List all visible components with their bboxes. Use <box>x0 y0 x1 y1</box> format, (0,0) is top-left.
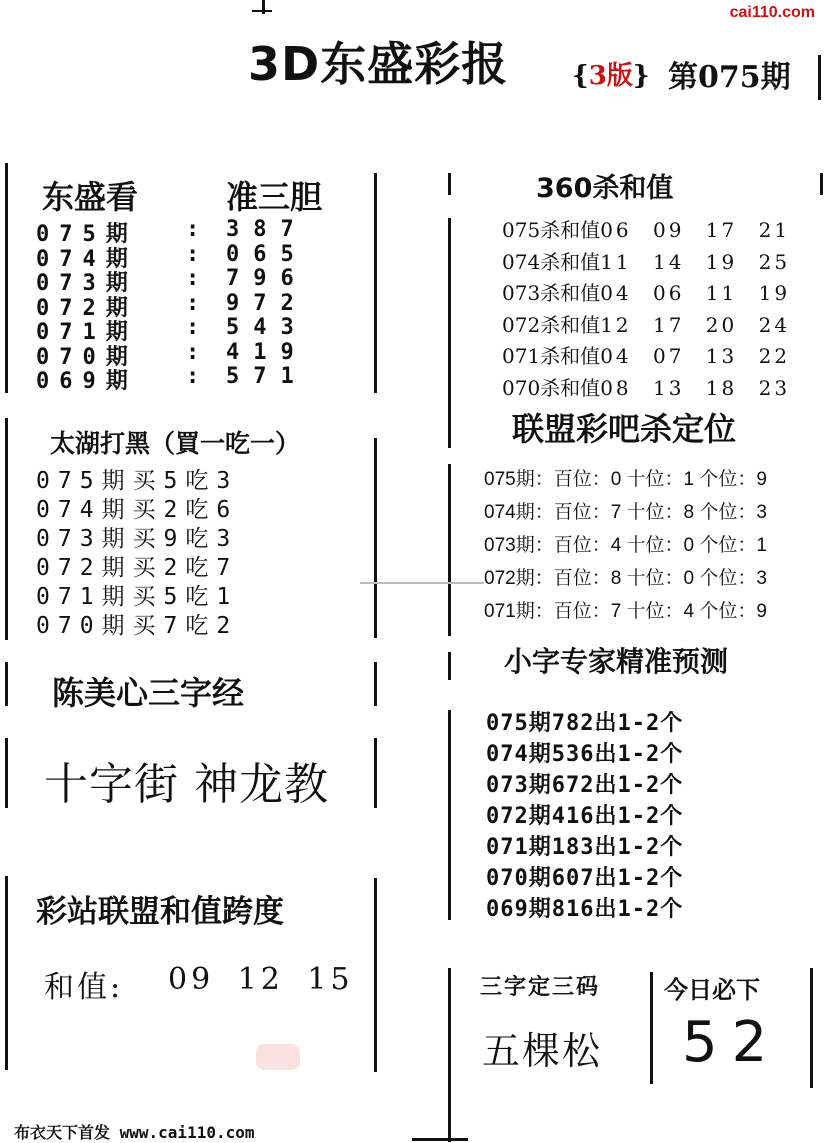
list-item <box>36 290 336 321</box>
divider-line <box>5 163 8 393</box>
chenmeixin-body: 十字街 神龙教 <box>44 759 329 810</box>
divider-line <box>448 218 451 448</box>
edition-number: 3版 <box>588 61 633 91</box>
issue-label: 075期 <box>36 222 138 247</box>
list-item <box>502 277 790 309</box>
list-item: 072期：百位：8 十位：0 个位：3 <box>484 568 767 589</box>
value: 12 17 20 24 <box>600 312 791 337</box>
value: 08 13 18 23 <box>600 375 791 400</box>
divider-line <box>412 1138 468 1141</box>
list-item: 070期买7吃2 <box>36 613 239 639</box>
separator: : <box>186 217 200 242</box>
list-item <box>36 364 336 394</box>
list-item: 074期：百位：7 十位：8 个位：3 <box>484 502 767 523</box>
divider-line <box>448 968 451 1142</box>
divider-line <box>360 582 484 584</box>
divider-line <box>374 878 377 1072</box>
list-item: 073期买9吃3 <box>36 526 239 552</box>
caizhan-values: 09 12 15 <box>168 962 354 997</box>
separator: : <box>186 364 200 389</box>
list-item <box>36 266 336 296</box>
list-item: 075期：百位：0 十位：1 个位：9 <box>484 469 767 490</box>
issue-label: 069期 <box>36 369 138 394</box>
list-item: 072期买2吃7 <box>36 555 239 581</box>
issue-label: 070期 <box>36 344 138 370</box>
list-item <box>36 241 336 272</box>
divider-line <box>818 55 821 100</box>
divider-line <box>374 738 377 808</box>
list-item: 071期：百位：7 十位：4 个位：9 <box>484 601 767 622</box>
list-item: 074期买2吃6 <box>36 497 239 523</box>
value: 11 14 19 25 <box>600 249 791 274</box>
divider-line <box>448 710 451 920</box>
list-item: 070期607出1-2个 <box>486 866 684 891</box>
value: 972 <box>226 290 308 316</box>
list-item <box>36 339 336 370</box>
dongsheng-subtitle: 准三胆 <box>226 178 323 216</box>
list-item: 071期183出1-2个 <box>486 835 684 860</box>
lianmeng-list <box>484 464 767 629</box>
value: 06 09 17 21 <box>600 218 791 242</box>
divider-line <box>252 10 272 12</box>
edition-brace-open: { <box>572 61 589 91</box>
sha360-list <box>502 214 790 403</box>
separator: : <box>186 290 200 316</box>
list-item <box>502 214 790 246</box>
value: 796 <box>226 266 308 291</box>
divider-line <box>5 418 8 640</box>
list-item <box>502 340 790 372</box>
divider-line <box>448 652 451 680</box>
issue-label: 072杀和值 <box>502 312 601 337</box>
xiaozi-title: 小字专家精准预测 <box>504 645 729 678</box>
separator: : <box>186 241 200 267</box>
list-item <box>36 315 336 345</box>
divider-line <box>650 972 653 1084</box>
divider-line <box>5 876 8 1070</box>
value: 387 <box>226 217 308 242</box>
divider-line <box>374 438 377 638</box>
list-item <box>36 217 336 247</box>
caizhan-label: 和值: <box>44 970 124 1005</box>
sanzi-title: 三字定三码 <box>480 975 601 1000</box>
separator: : <box>186 266 200 291</box>
list-item: 075期买5吃3 <box>36 468 239 494</box>
list-item <box>502 372 790 404</box>
edition-badge <box>572 55 650 92</box>
value: 419 <box>226 339 308 365</box>
separator: : <box>186 339 200 365</box>
dongsheng-title: 东盛看 <box>42 178 139 216</box>
list-item: 071期买5吃1 <box>36 584 239 610</box>
divider-line <box>810 968 813 1088</box>
list-item: 072期416出1-2个 <box>486 804 684 829</box>
divider-line <box>448 173 451 195</box>
lianmeng-title: 联盟彩吧杀定位 <box>512 410 737 448</box>
value: 04 06 11 19 <box>600 281 791 305</box>
page-title: 3D东盛彩报 <box>248 37 509 91</box>
list-item <box>502 309 790 341</box>
divider-line <box>5 662 8 706</box>
list-item: 073期：百位：4 十位：0 个位：1 <box>484 535 767 556</box>
list-item: 074期536出1-2个 <box>486 742 684 767</box>
bixia-value: 52 <box>682 1010 782 1075</box>
list-item: 069期816出1-2个 <box>486 897 684 922</box>
taihu-title: 太湖打黑（買一吃一） <box>50 429 301 458</box>
caizhan-title: 彩站联盟和值跨度 <box>36 894 284 930</box>
sanzi-value: 五棵松 <box>482 1029 603 1073</box>
issue-label: 071期 <box>36 320 138 345</box>
issue-label: 071杀和值 <box>502 344 601 368</box>
list-item <box>502 246 790 278</box>
issue-label: 070杀和值 <box>502 375 601 400</box>
sha360-title: 360杀和值 <box>536 173 674 204</box>
issue-label: 073杀和值 <box>502 281 601 305</box>
value: 571 <box>226 364 308 389</box>
divider-line <box>374 662 377 706</box>
divider-line <box>820 173 823 195</box>
issue-label: 075杀和值 <box>502 218 601 242</box>
issue-label: 072期 <box>36 295 138 321</box>
divider-line <box>374 173 377 393</box>
site-url[interactable]: cai110.com <box>729 4 815 21</box>
footer-text: 布衣天下首发 www.cai110.com <box>14 1123 255 1142</box>
chenmeixin-title: 陈美心三字经 <box>52 674 245 712</box>
edition-brace-close: } <box>632 61 650 91</box>
xiaozi-list <box>486 706 683 923</box>
decorative-smudge <box>256 1044 300 1070</box>
value: 065 <box>226 241 308 267</box>
list-item: 075期782出1-2个 <box>486 711 684 736</box>
divider-line <box>5 738 8 808</box>
bixia-title: 今日必下 <box>664 976 760 1004</box>
value: 543 <box>226 315 308 340</box>
issue-label: 074杀和值 <box>502 249 601 274</box>
issue-label: 073期 <box>36 271 138 296</box>
divider-line <box>448 464 451 636</box>
value: 04 07 13 22 <box>600 344 791 368</box>
issue-label: 074期 <box>36 246 138 272</box>
dongsheng-list <box>36 217 336 394</box>
list-item: 073期672出1-2个 <box>486 773 684 798</box>
separator: : <box>186 315 200 340</box>
issue-number: 第075期 <box>668 60 791 95</box>
taihu-list <box>36 462 336 639</box>
